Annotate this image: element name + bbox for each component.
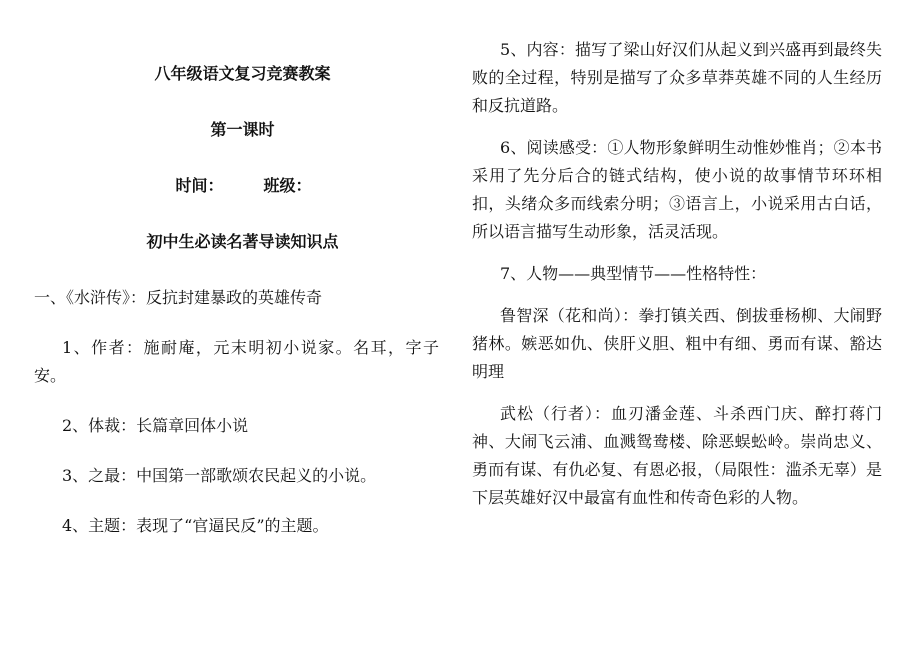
left-column [34,60,439,540]
point-characters: 7、人物——典型情节——性格特性： [500,264,767,283]
topic-heading: 初中生必读名著导读知识点 [146,232,339,251]
point-theme: 4、主题：表现了“官逼民反”的主题。 [62,516,329,535]
lesson-heading: 第一课时 [210,120,275,139]
class-label: 班级： [263,176,312,195]
time-label: 时间： [175,176,224,195]
point-reading-feeling: 6、阅读感受：①人物形象鲜明生动惟妙惟肖；②本书采用了先分后合的链式结构，使小说的故事情节环环相扣，头绪众多而线索分明；③语言上，小说采用古白话，所以语言描写生动形象，活灵活现。 [472,138,882,241]
point-author: 1、作者：施耐庵，元末明初小说家。名耳，字子安。 [34,338,439,385]
character-wu-song: 武松（行者）：血刃潘金莲、斗杀西门庆、醉打蒋门神、大闹飞云浦、血溅鸳鸯楼、除恶蜈蚣岭。崇尚忠义、勇而有谋、有仇必复、有恩必报，（局限性：滥杀无辜）是下层英雄好汉中最富有血性和传奇色彩的人物。 [472,404,882,507]
document-title: 八年级语文复习竞赛教案 [154,64,331,83]
point-first-record: 3、之最：中国第一部歌颂农民起义的小说。 [62,466,377,485]
point-content: 5、内容：描写了梁山好汉们从起义到兴盛再到最终失败的全过程，特别是描写了众多草莽英雄不同的人生经历和反抗道路。 [472,40,882,115]
section-title: 一、《水浒传》：反抗封建暴政的英雄传奇 [34,288,323,307]
time-class-line [34,172,439,200]
point-genre: 2、体裁：长篇章回体小说 [62,416,249,435]
right-column [472,36,882,512]
character-lu-zhishen: 鲁智深（花和尚）：拳打镇关西、倒拔垂杨柳、大闹野猪林。嫉恶如仇、侠肝义胆、粗中有细、勇而有谋、豁达明理 [472,306,882,381]
